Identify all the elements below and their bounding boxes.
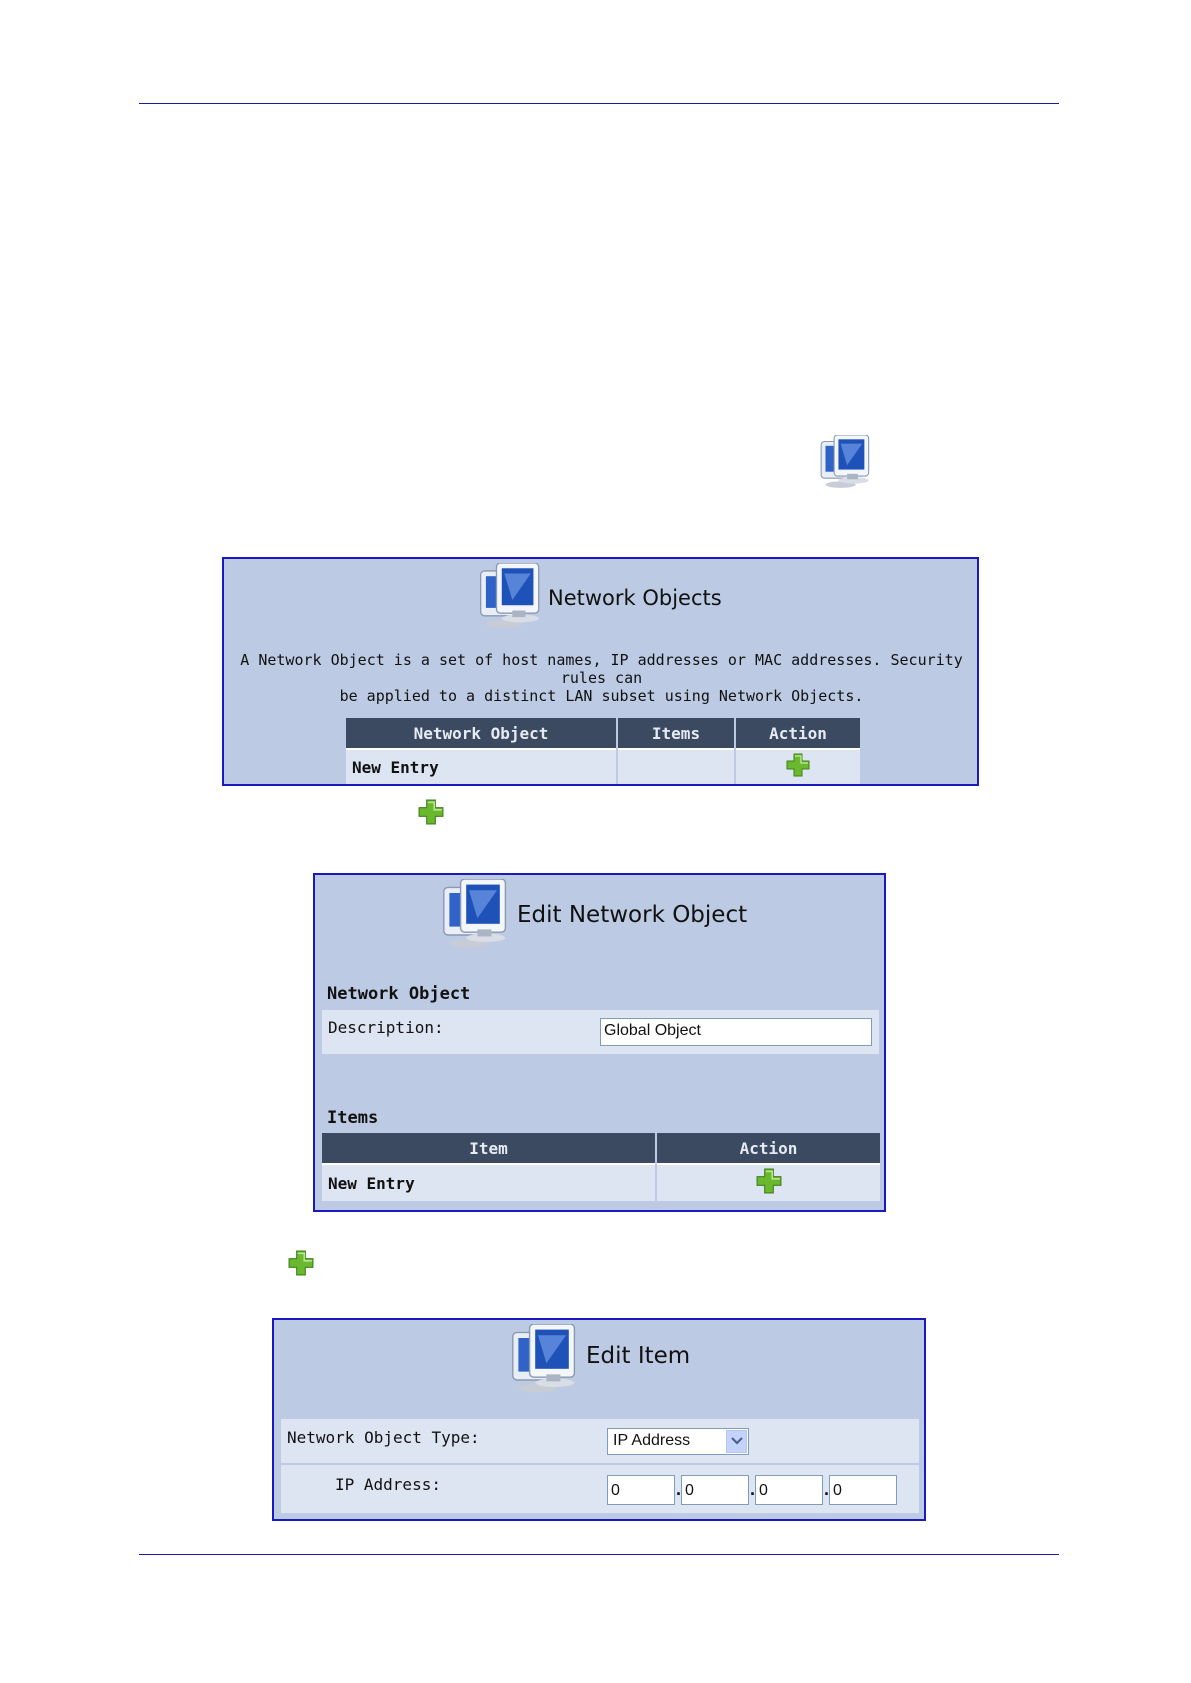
- ip-address-label: IP Address:: [335, 1475, 441, 1494]
- column-header: Action: [657, 1133, 880, 1165]
- edit-network-object-panel: [313, 873, 886, 1212]
- network-computers-icon: [439, 879, 513, 949]
- green-plus-icon[interactable]: [786, 753, 810, 777]
- network-object-type-select[interactable]: IP Address: [607, 1428, 749, 1455]
- page-title: Edit Item: [586, 1343, 691, 1369]
- green-plus-icon: [288, 1250, 314, 1276]
- edit-item-panel: [272, 1318, 926, 1521]
- column-header[interactable]: Network Object: [346, 718, 616, 750]
- column-header: Action: [736, 718, 860, 750]
- ip-octet-2-input[interactable]: 0: [681, 1475, 749, 1505]
- network-object-type-label: Network Object Type:: [287, 1428, 480, 1447]
- ip-dot: .: [750, 1479, 756, 1499]
- ip-octet-1-input[interactable]: 0: [607, 1475, 675, 1505]
- ip-dot: .: [824, 1479, 830, 1499]
- chevron-down-icon[interactable]: [726, 1430, 747, 1453]
- section-title-items: Items: [327, 1108, 379, 1128]
- section-title-network-object: Network Object: [327, 984, 471, 1004]
- network-computers-icon: [476, 563, 546, 629]
- items-table: [320, 1133, 882, 1201]
- network-object-type-row: [281, 1419, 919, 1463]
- items-cell: [618, 750, 734, 784]
- description-row: [322, 1010, 879, 1054]
- network-computers-icon: [817, 435, 875, 489]
- table-row: [346, 750, 860, 784]
- ip-dot: .: [676, 1479, 682, 1499]
- description-input[interactable]: Global Object: [600, 1018, 872, 1046]
- action-cell: [736, 750, 860, 784]
- column-header[interactable]: Item: [322, 1133, 655, 1165]
- network-objects-table: [344, 718, 862, 784]
- new-entry-link[interactable]: New Entry: [346, 750, 616, 784]
- header-rule: [139, 103, 1059, 104]
- table-row: [322, 1165, 880, 1201]
- panel-header: [476, 563, 722, 629]
- network-computers-icon: [508, 1324, 582, 1394]
- page-title: Network Objects: [548, 586, 722, 610]
- page-description: A Network Object is a set of host names, IP addresses or MAC addresses. Security rules can be applied to a distinct LAN subset using Network Objects.: [240, 651, 963, 705]
- action-cell: [657, 1165, 880, 1201]
- green-plus-icon: [418, 799, 444, 825]
- ip-octet-3-input[interactable]: 0: [755, 1475, 823, 1505]
- column-header[interactable]: Items: [618, 718, 734, 750]
- page-title: Edit Network Object: [517, 902, 748, 928]
- network-objects-panel: [222, 557, 979, 786]
- ip-address-row: [281, 1465, 919, 1513]
- description-label: Description:: [328, 1018, 444, 1037]
- panel-header: [439, 879, 747, 949]
- new-entry-link[interactable]: New Entry: [322, 1165, 655, 1201]
- green-plus-icon[interactable]: [756, 1168, 782, 1194]
- ip-octet-4-input[interactable]: 0: [829, 1475, 897, 1505]
- footer-rule: [139, 1554, 1059, 1555]
- panel-header: [508, 1324, 690, 1394]
